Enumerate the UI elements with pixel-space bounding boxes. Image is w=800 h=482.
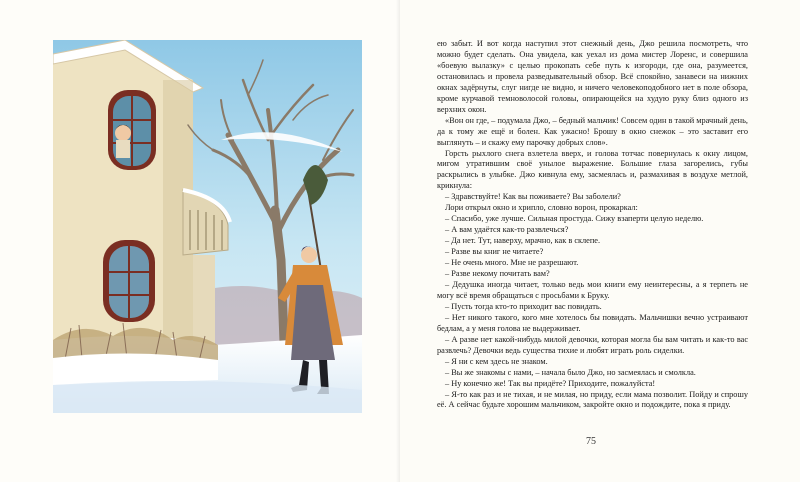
dialogue-line: – Здравствуйте! Как вы поживаете? Вы заболели? bbox=[445, 192, 621, 202]
paragraph: «Вон он где, – подумала Джо, – бедный мальчик! Совсем один в такой мрачный день, да к тому же ещё и болен. Как ужасно! Брошу в окно снежок – это заставит его выглянуть – и скажу ему парочку добрых слов». bbox=[437, 115, 748, 147]
story-text bbox=[437, 39, 748, 411]
dialogue-line: – А вам удаётся как-то развлечься? bbox=[445, 225, 569, 235]
illustration-winter-scene bbox=[53, 40, 362, 413]
page-number: 75 bbox=[586, 436, 596, 447]
dialogue-line: – Я-то как раз и не тихая, и не милая, но приду, если мама позволит. Пойду и спрошу её. А сейчас будьте хорошим мальчиком, закройте окно и подождите, пока я приду. bbox=[437, 389, 748, 410]
dialogue-line: – Да нет. Тут, наверху, мрачно, как в склепе. bbox=[445, 236, 601, 246]
dialogue-line: – Я ни с кем здесь не знаком. bbox=[445, 356, 548, 366]
dialogue-line: – Вы же знакомы с нами, – начала было Джо, но засмеялась и смолкла. bbox=[445, 367, 696, 377]
dialogue-line: – Не очень много. Мне не разрешают. bbox=[445, 258, 579, 268]
paragraph: ею забыт. И вот когда наступил этот снежный день, Джо решила посмотреть, что можно будет сделать. Она увидела, как уехал из дома мистер Лоренс, и совершила «боевую вылазку» с целью прокопать себе путь к изгороди, где она, разумеется, остановилась и провела разведывательный обзор. Всё спокойно, занавеси на нижних окнах задёрнуты, слуг нигде не видно, и ничего человекоподобного нет в поле обзора, кроме курчавой темноволосой головы, опирающейся на худую руку близ одного из верхних окон. bbox=[437, 39, 748, 114]
dialogue-line: – Разве вы книг не читаете? bbox=[445, 247, 544, 257]
dialogue-line: – А разве нет какой-нибудь милой девочки, которая могла бы вам читать и как-то вас развлечь? Девочки ведь существа тихие и любят играть роль сиделки. bbox=[437, 334, 748, 355]
paragraph: Лори открыл окно и хрипло, словно ворон, прокаркал: bbox=[445, 203, 638, 213]
dialogue-line: – Ну конечно же! Так вы придёте? Приходите, пожалуйста! bbox=[445, 378, 656, 388]
watercolor-illustration bbox=[53, 40, 362, 413]
dialogue-line: – Пусть тогда кто-то приходит вас повидать. bbox=[445, 301, 602, 311]
paragraph: Горсть рыхлого снега взлетела вверх, и голова тотчас повернулась к окну лицом, мигом утратившим своё унылое выражение. Большие глаза загорелись, губы раскрылись в улыбке. Джо кивнула ему, засмеялась и, размахивая в воздухе метлой, крикнула: bbox=[437, 148, 748, 191]
dialogue-line: – Нет никого такого, кого мне хотелось бы повидать. Мальчишки вечно устраивают бедлам, а у меня голова не выдерживает. bbox=[437, 312, 748, 333]
dialogue-line: – Дедушка иногда читает, только ведь мои книги ему неинтересны, а я терпеть не могу всё время обращаться с просьбами к Бруку. bbox=[437, 279, 748, 300]
porch-column bbox=[193, 255, 215, 345]
dialogue-line: – Разве некому почитать вам? bbox=[445, 269, 550, 279]
dialogue-line: – Спасибо, уже лучше. Сильная простуда. Сижу взаперти целую неделю. bbox=[445, 214, 704, 224]
